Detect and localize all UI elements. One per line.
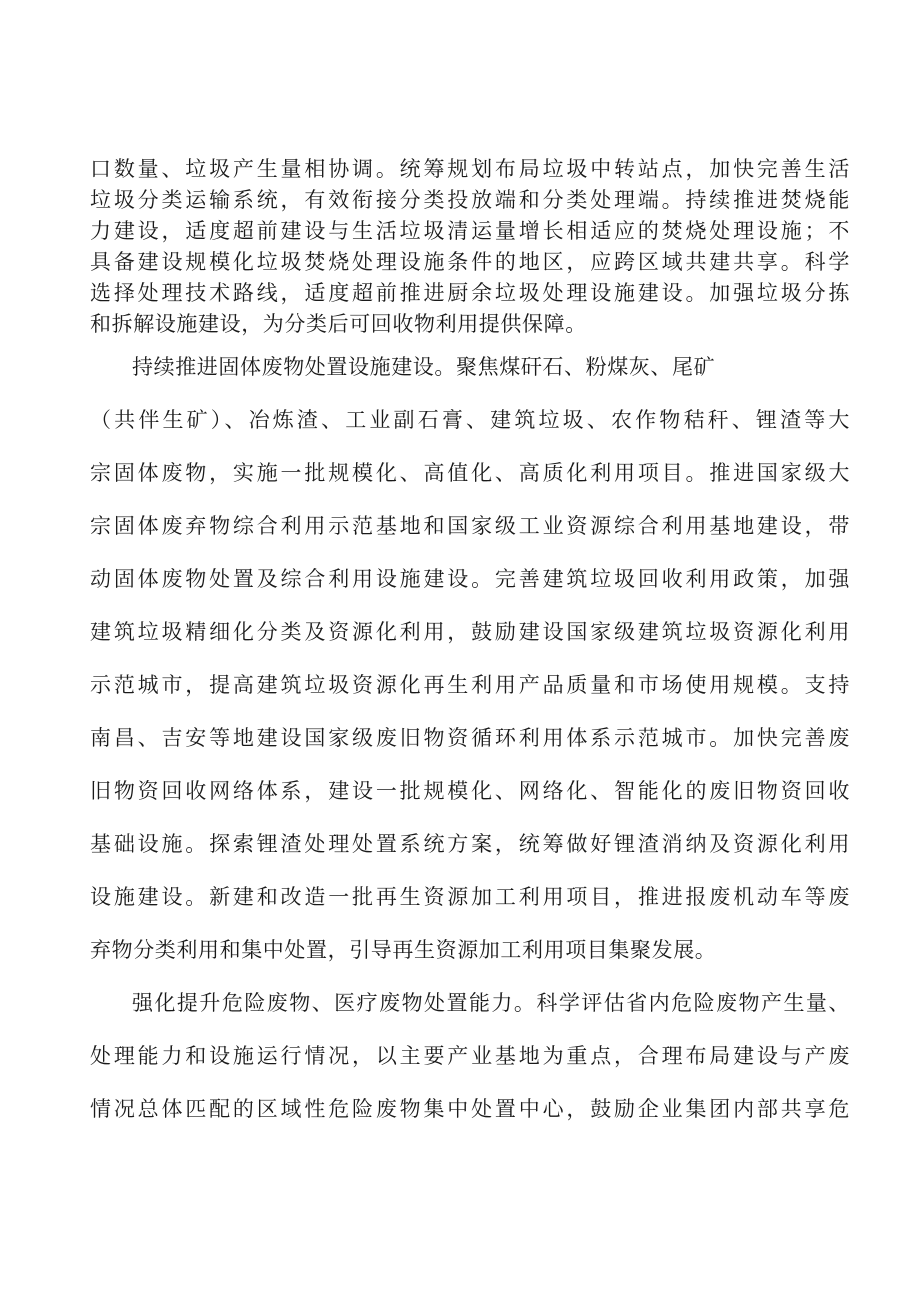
paragraph-line: 垃圾分类运输系统，有效衔接分类投放端和分类处理端。持续推进焚烧能 (90, 188, 850, 212)
paragraph-line: 基础设施。探索锂渣处理处置系统方案，统筹做好锂渣消纳及资源化利用 (90, 832, 850, 856)
paragraph-line: 具备建设规模化垃圾焚烧处理设施条件的地区，应跨区域共建共享。科学 (90, 250, 850, 274)
paragraph-line: 和拆解设施建设，为分类后可回收物利用提供保障。 (90, 312, 587, 336)
paragraph-line: 强化提升危险废物、医疗废物处置能力。科学评估省内危险废物产生量、 (132, 991, 850, 1015)
paragraph-line: 设施建设。新建和改造一批再生资源加工利用项目，推进报废机动车等废 (90, 885, 850, 909)
paragraph-line: 持续推进固体废物处置设施建设。聚焦煤矸石、粉煤灰、尾矿 (132, 355, 716, 379)
paragraph-line: 口数量、垃圾产生量相协调。统筹规划布局垃圾中转站点，加快完善生活 (90, 157, 850, 181)
paragraph-line: 弃物分类利用和集中处置，引导再生资源加工利用项目集聚发展。 (90, 938, 717, 962)
paragraph-line: 力建设，适度超前建设与生活垃圾清运量增长相适应的焚烧处理设施；不 (90, 219, 850, 243)
paragraph-line: 动固体废物处置及综合利用设施建设。完善建筑垃圾回收利用政策，加强 (90, 567, 850, 591)
paragraph-line: 旧物资回收网络体系，建设一批规模化、网络化、智能化的废旧物资回收 (90, 779, 850, 803)
paragraph-line: 选择处理技术路线，适度超前推进厨余垃圾处理设施建设。加强垃圾分拣 (90, 281, 850, 305)
paragraph-line: 建筑垃圾精细化分类及资源化利用，鼓励建设国家级建筑垃圾资源化利用 (90, 620, 850, 644)
paragraph-line: 宗固体废物，实施一批规模化、高值化、高质化利用项目。推进国家级大 (90, 461, 850, 485)
paragraph-line: （共伴生矿）、冶炼渣、工业副石膏、建筑垃圾、农作物秸秆、锂渣等大 (90, 408, 850, 432)
paragraph-line: 情况总体匹配的区域性危险废物集中处置中心，鼓励企业集团内部共享危 (90, 1097, 850, 1121)
paragraph-line: 南昌、吉安等地建设国家级废旧物资循环利用体系示范城市。加快完善废 (90, 726, 850, 750)
paragraph-line: 示范城市，提高建筑垃圾资源化再生利用产品质量和市场使用规模。支持 (90, 673, 850, 697)
paragraph-line: 处理能力和设施运行情况，以主要产业基地为重点，合理布局建设与产废 (90, 1044, 850, 1068)
paragraph-line: 宗固体废弃物综合利用示范基地和国家级工业资源综合利用基地建设，带 (90, 514, 850, 538)
